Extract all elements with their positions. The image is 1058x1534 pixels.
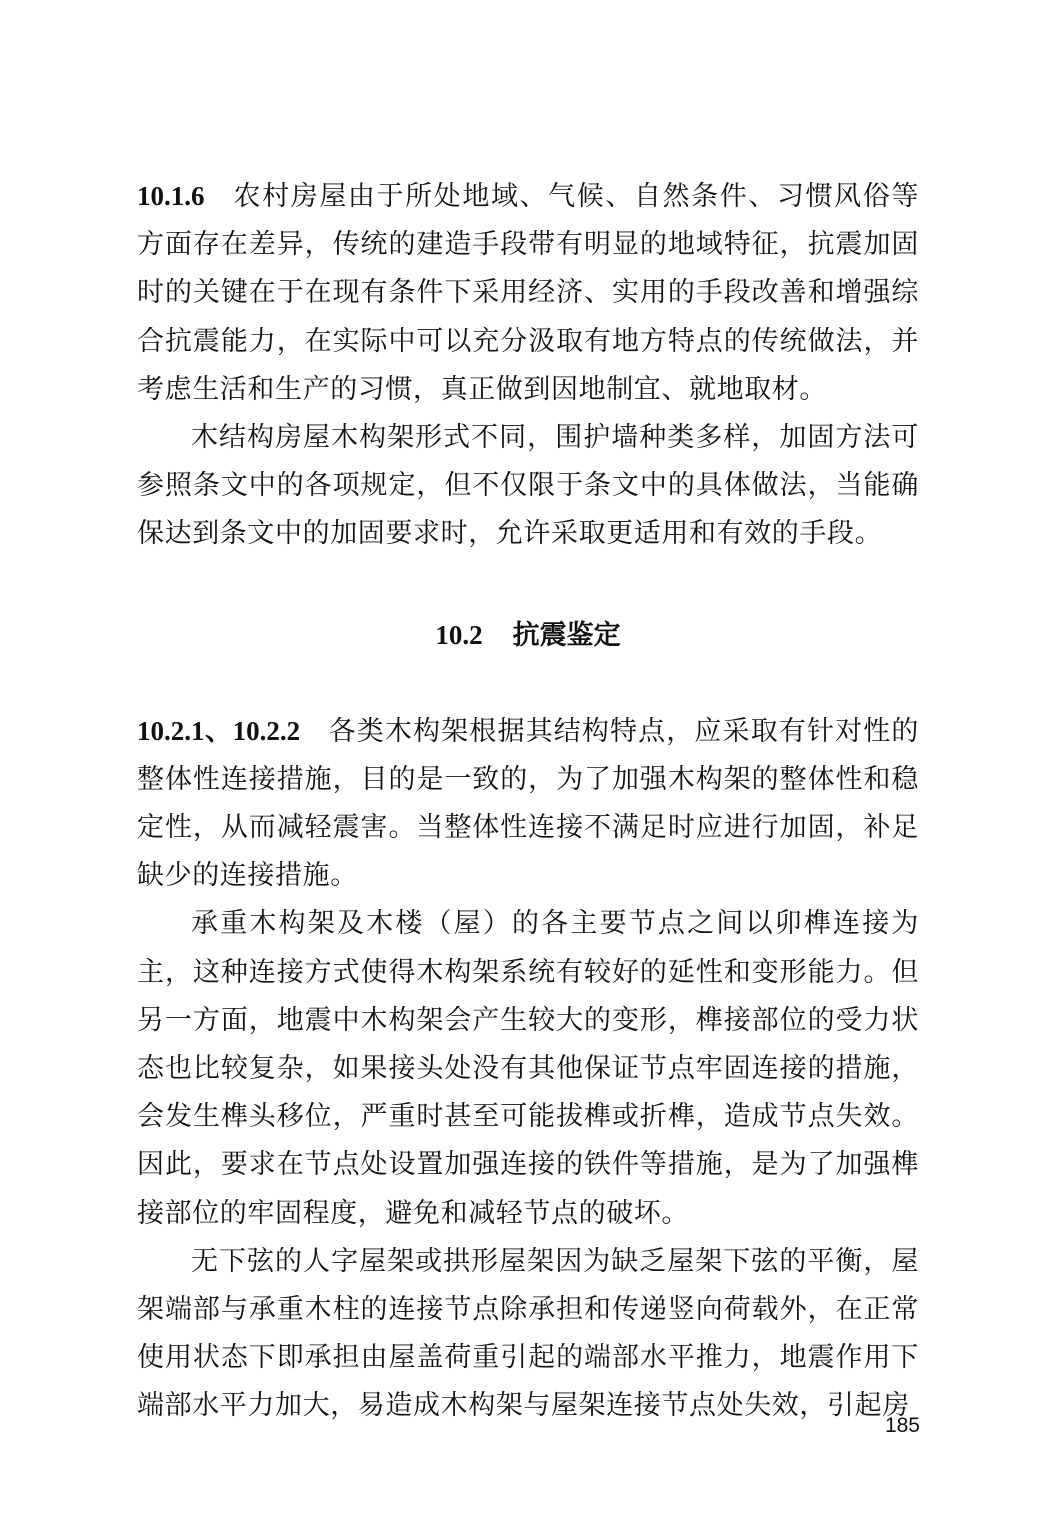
section-title: 抗震鉴定 <box>512 619 621 651</box>
clause-text: 各类木构架根据其结构特点，应采取有针对性的整体性连接措施，目的是一致的，为了加强木构架的整体性和稳定性，从而减轻震害。当整体性连接不满足时应进行加固，补足缺少的连接措施。 <box>137 715 919 892</box>
section-heading <box>137 611 919 660</box>
clause-text: 农村房屋由于所处地域、气候、自然条件、习惯风俗等方面存在差异，传统的建造手段带有明显的地域特征，抗震加固时的关键在于在现有条件下采用经济、实用的手段改善和增强综合抗震能力，在实际中可以充分汲取有地方特点的传统做法，并考虑生活和生产的习惯，真正做到因地制宜、就地取材。 <box>137 181 919 405</box>
paragraph: 承重木构架及木楼（屋）的各主要节点之间以卯榫连接为主，这种连接方式使得木构架系统有较好的延性和变形能力。但另一方面，地震中木构架会产生较大的变形，榫接部位的受力状态也比较复杂，如果接头处没有其他保证节点牢固连接的措施，会发生榫头移位，严重时甚至可能拔榫或折榫，造成节点失效。因此，要求在节点处设置加强连接的铁件等措施，是为了加强榫接部位的牢固程度，避免和减轻节点的破坏。 <box>137 908 919 1229</box>
page-number: 185 <box>884 1414 920 1437</box>
clause-10-2-1 <box>137 707 919 901</box>
section-number: 10.2 <box>435 619 483 650</box>
paragraph: 木结构房屋木构架形式不同，围护墙种类多样，加固方法可参照条文中的各项规定，但不仅限于条文中的具体做法，当能确保达到条文中的加固要求时，允许采取更适用和有效的手段。 <box>137 422 919 550</box>
clause-10-1-6 <box>137 172 919 414</box>
paragraph: 无下弦的人字屋架或拱形屋架因为缺乏屋架下弦的平衡，屋架端部与承重木柱的连接节点除承担和传递竖向荷载外，在正常使用状态下即承担由屋盖荷重引起的端部水平推力，地震作用下端部水平力加大，易造成木构架与屋架连接节点处失效，引起房 <box>137 1245 919 1422</box>
clause-number: 10.1.6 <box>137 181 205 211</box>
page-body <box>137 172 919 1431</box>
clause-number: 10.2.1、10.2.2 <box>137 715 301 746</box>
